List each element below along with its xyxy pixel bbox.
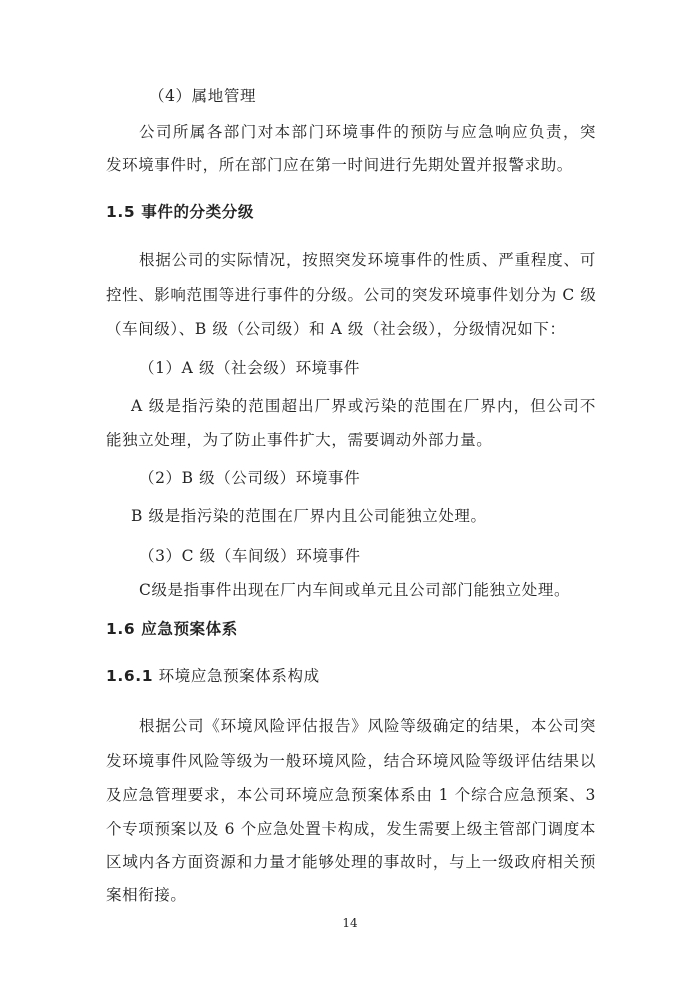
page-number: 14	[342, 916, 358, 930]
section-1-5-heading: 1.5 事件的分类分级	[106, 203, 254, 221]
section-1-6-heading: 1.6 应急预案体系	[106, 620, 238, 638]
section-1-6-1-title: 环境应急预案体系构成	[158, 667, 320, 685]
level-a-title: （1）A 级（社会级）环境事件	[139, 359, 360, 377]
section-1-6-1-body-line3: 及应急管理要求，本公司环境应急预案体系由 1 个综合应急预案、3	[106, 786, 596, 804]
section-1-5-intro-line2: 控性、影响范围等进行事件的分级。公司的突发环境事件划分为 C 级	[106, 286, 597, 304]
section-1-5-intro-line1: 根据公司的实际情况，按照突发环境事件的性质、严重程度、可	[139, 251, 596, 269]
level-b-body: B 级是指污染的范围在厂界内且公司能独立处理。	[131, 507, 487, 525]
item4-body-line2: 发环境事件时，所在部门应在第一时间进行先期处置并报警求助。	[106, 156, 573, 174]
section-1-5-intro-line3: （车间级）、B 级（公司级）和 A 级（社会级），分级情况如下：	[106, 320, 566, 338]
level-b-title: （2）B 级（公司级）环境事件	[139, 469, 361, 487]
section-1-6-1-body-line4: 个专项预案以及 6 个应急处置卡构成，发生需要上级主管部门调度本	[106, 820, 596, 838]
level-c-title: （3）C 级（车间级）环境事件	[139, 547, 361, 565]
level-a-body-line1: A 级是指污染的范围超出厂界或污染的范围在厂界内，但公司不	[131, 397, 596, 415]
section-1-6-1-body-line6: 案相衔接。	[106, 886, 187, 904]
level-a-body-line2: 能独立处理，为了防止事件扩大，需要调动外部力量。	[106, 431, 493, 449]
item4-title: （4）属地管理	[149, 87, 257, 105]
level-c-body: C级是指事件出现在厂内车间或单元且公司部门能独立处理。	[139, 581, 571, 599]
section-1-6-1-heading	[106, 665, 320, 687]
section-1-6-1-number: 1.6.1	[106, 667, 154, 685]
section-1-6-1-body-line5: 区域内各方面资源和力量才能够处理的事故时，与上一级政府相关预	[106, 853, 596, 871]
section-1-6-1-body-line2: 发环境事件风险等级为一般环境风险，结合环境风险等级评估结果以	[106, 752, 596, 770]
section-1-6-1-body-line1: 根据公司《环境风险评估报告》风险等级确定的结果，本公司突	[139, 717, 596, 735]
item4-body-line1: 公司所属各部门对本部门环境事件的预防与应急响应负责，突	[139, 123, 596, 141]
